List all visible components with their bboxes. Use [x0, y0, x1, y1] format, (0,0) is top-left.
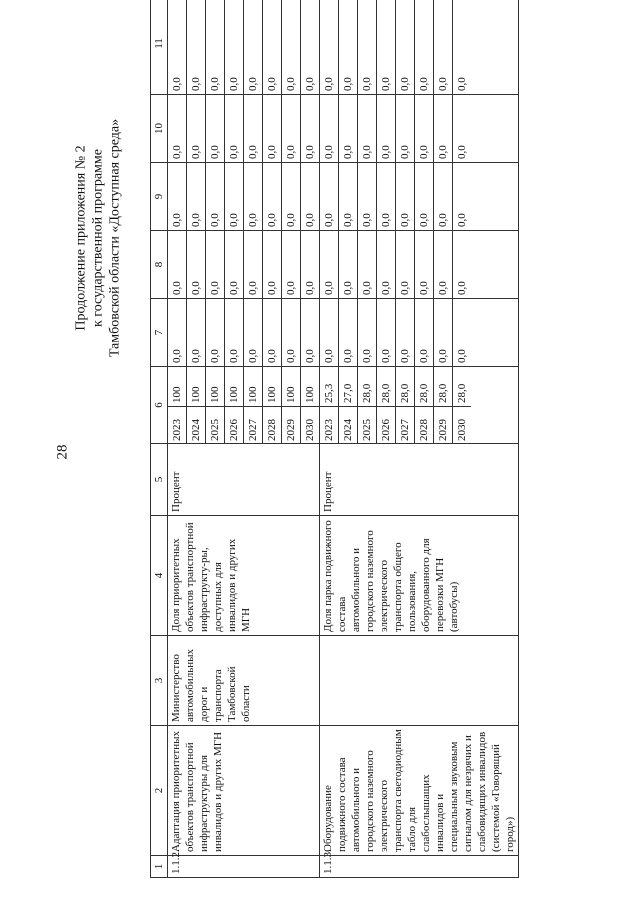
value: 0,0: [168, 163, 187, 230]
page-number: 28: [54, 444, 71, 460]
value: 0,0: [168, 95, 187, 162]
value: 0,0: [282, 0, 301, 94]
unit: Процент: [168, 444, 320, 516]
value: 0,0: [415, 95, 434, 162]
value-column-9: [168, 163, 320, 231]
value: 100: [244, 367, 263, 407]
value: 0,0: [320, 231, 339, 298]
value: 0,0: [456, 145, 468, 159]
value: 0,0: [320, 95, 339, 162]
year: 2029: [434, 407, 453, 444]
value: 0,0: [244, 163, 263, 230]
value: 0,0: [320, 299, 339, 366]
header-line-2: к государственной программе: [90, 149, 106, 327]
value: 100: [225, 367, 244, 407]
header-line-1: Продолжение приложения № 2: [73, 145, 89, 331]
value: 0,0: [304, 213, 316, 227]
value: 28,0: [415, 367, 434, 407]
value: 0,0: [434, 299, 453, 366]
col-number: 1: [151, 856, 168, 878]
value: 0,0: [377, 0, 396, 94]
value: 0,0: [244, 299, 263, 366]
value: 0,0: [358, 231, 377, 298]
value: 27,0: [339, 367, 358, 407]
value: 0,0: [304, 77, 316, 91]
value-column-10: [168, 95, 320, 163]
value: 28,0: [434, 367, 453, 407]
value-column-8: [320, 231, 519, 299]
value: 0,0: [187, 95, 206, 162]
value: 0,0: [377, 163, 396, 230]
value: 28,0: [396, 367, 415, 407]
col-number: 4: [151, 516, 168, 636]
value: 0,0: [456, 281, 468, 295]
value-column-7: [320, 299, 519, 367]
value: 0,0: [168, 0, 187, 94]
value-column-11: [168, 0, 320, 95]
value: 0,0: [434, 231, 453, 298]
executor: Министерство автомобильных дорог и транспорта Тамбовской области: [168, 636, 320, 726]
row-number: 1.1.2.: [168, 856, 320, 878]
value: 0,0: [358, 0, 377, 94]
value: 0,0: [377, 95, 396, 162]
value: 0,0: [396, 95, 415, 162]
col-number: 10: [151, 95, 168, 163]
value: 100: [282, 367, 301, 407]
column-number-row: [151, 0, 168, 878]
value-column-11: [320, 0, 519, 95]
value: 0,0: [206, 231, 225, 298]
value: 0,0: [339, 163, 358, 230]
year: 2023: [168, 407, 187, 444]
year: 2027: [396, 407, 415, 444]
value: 0,0: [263, 95, 282, 162]
value: 0,0: [263, 163, 282, 230]
value: 0,0: [168, 299, 187, 366]
value: 0,0: [225, 231, 244, 298]
value: 0,0: [358, 299, 377, 366]
unit: Процент: [320, 444, 519, 516]
col-number: 7: [151, 299, 168, 367]
value: 0,0: [187, 231, 206, 298]
value: 0,0: [434, 163, 453, 230]
value: 0,0: [320, 0, 339, 94]
value: 0,0: [339, 299, 358, 366]
year: 2028: [415, 407, 434, 444]
value: 0,0: [168, 231, 187, 298]
value: 0,0: [396, 163, 415, 230]
year: 2025: [358, 407, 377, 444]
value: 0,0: [187, 299, 206, 366]
value: 0,0: [187, 163, 206, 230]
value: 0,0: [434, 95, 453, 162]
year: 2030: [453, 407, 472, 444]
col-number: 11: [151, 0, 168, 95]
value: 0,0: [415, 163, 434, 230]
value: 0,0: [225, 163, 244, 230]
header-line-3: Тамбовской области «Доступная среда»: [107, 118, 123, 358]
value: 0,0: [456, 213, 468, 227]
col-number: 5: [151, 444, 168, 516]
value: 0,0: [263, 231, 282, 298]
value: 0,0: [244, 231, 263, 298]
value: 0,0: [225, 299, 244, 366]
value: 0,0: [456, 77, 468, 91]
year: 2025: [206, 407, 225, 444]
value: 28,0: [358, 367, 377, 407]
value: 0,0: [456, 349, 468, 363]
value: 0,0: [415, 231, 434, 298]
table-row: [168, 0, 320, 878]
value: 0,0: [282, 299, 301, 366]
value: 0,0: [320, 163, 339, 230]
value: 0,0: [377, 231, 396, 298]
year-value-cell: [168, 367, 320, 444]
year: 2026: [225, 407, 244, 444]
value: 0,0: [187, 0, 206, 94]
col-number: 3: [151, 636, 168, 726]
value: 0,0: [282, 231, 301, 298]
executor: [320, 636, 519, 726]
year: 2029: [282, 407, 301, 444]
value: 0,0: [339, 0, 358, 94]
col-number: 8: [151, 231, 168, 299]
year: 2027: [244, 407, 263, 444]
value: 0,0: [282, 163, 301, 230]
year-value-cell: [320, 367, 519, 444]
value: 0,0: [415, 0, 434, 94]
value: 0,0: [225, 0, 244, 94]
value: 0,0: [434, 0, 453, 94]
value: 100: [187, 367, 206, 407]
year: 2023: [320, 407, 339, 444]
value: 0,0: [358, 163, 377, 230]
year: 2026: [377, 407, 396, 444]
year: 2024: [187, 407, 206, 444]
value: 100: [304, 386, 316, 403]
value: 0,0: [358, 95, 377, 162]
value-column-10: [320, 95, 519, 163]
value: 0,0: [415, 299, 434, 366]
value: 0,0: [339, 95, 358, 162]
value: 0,0: [304, 281, 316, 295]
value: 28,0: [456, 383, 468, 403]
row-number: 1.1.3.: [320, 856, 519, 878]
value: 0,0: [304, 145, 316, 159]
indicator-name: Доля приоритетных объектов транспортной инфраструкту-ры, доступных для инвалидов и других МГН: [168, 516, 320, 636]
value-column-7: [168, 299, 320, 367]
measure-name: Оборудование подвижного состава автомобильного и городского наземного электрического транспорта светодиодным табло для слабослышащих инвалидов и специальным звуковым сигналом для незрячих и слабовидящих инвалидов (системой «Говорящий город»): [320, 726, 519, 856]
value: 0,0: [282, 95, 301, 162]
year: 2024: [339, 407, 358, 444]
value: 0,0: [206, 163, 225, 230]
year: 2028: [263, 407, 282, 444]
value: 0,0: [339, 231, 358, 298]
value: 0,0: [396, 231, 415, 298]
rotated-table-container: [150, 23, 550, 878]
program-table: [150, 0, 519, 878]
document-header: [73, 119, 124, 357]
table-row: [320, 0, 519, 878]
value: 0,0: [206, 299, 225, 366]
value: 0,0: [206, 95, 225, 162]
value: 0,0: [225, 95, 244, 162]
value: 100: [263, 367, 282, 407]
value: 0,0: [244, 0, 263, 94]
value: 0,0: [206, 0, 225, 94]
value: 0,0: [396, 0, 415, 94]
value: 0,0: [396, 299, 415, 366]
measure-name: Адаптация приоритетных объектов транспортной инфраструктуры для инвалидов и других МГН: [168, 726, 320, 856]
value: 0,0: [263, 0, 282, 94]
value: 25,3: [320, 367, 339, 407]
col-number: 6: [151, 367, 168, 444]
indicator-name: Доля парка подвижного состава автомобильного и городского наземного электрического транспорта общего пользования, оборудованного для перевозки МГН (автобусы): [320, 516, 519, 636]
value: 0,0: [263, 299, 282, 366]
value: 100: [206, 367, 225, 407]
value: 28,0: [377, 367, 396, 407]
value-column-8: [168, 231, 320, 299]
value: 0,0: [304, 349, 316, 363]
value: 0,0: [244, 95, 263, 162]
value: 100: [168, 367, 187, 407]
col-number: 9: [151, 163, 168, 231]
value: 0,0: [377, 299, 396, 366]
col-number: 2: [151, 726, 168, 856]
value-column-9: [320, 163, 519, 231]
year: 2030: [301, 407, 320, 444]
